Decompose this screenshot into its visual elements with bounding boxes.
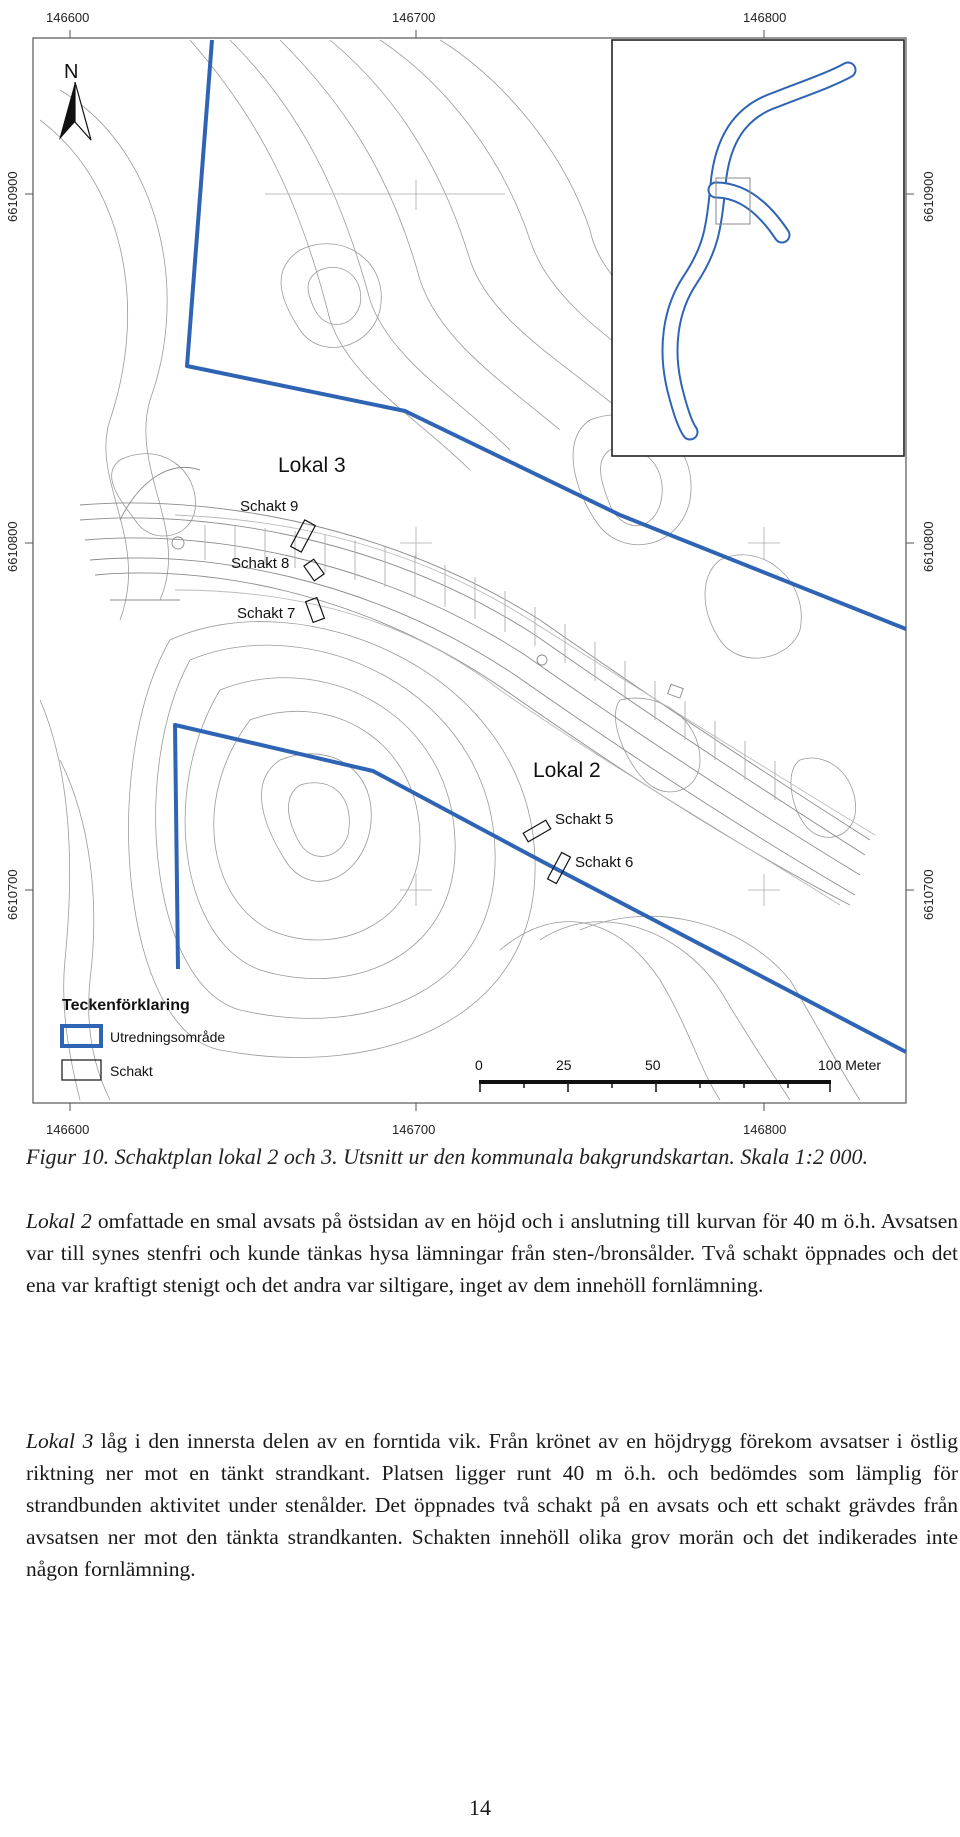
- paragraph-text: omfattade en smal avsats på östsidan av en höjd och i anslutning till kurvan för 40 m ö.h. Avsatsen var till synes stenfri och kunde tänkas hysa lämningar från sten-/bronsålder. Två schakt öppnades och det ena var kraftigt stenigt och det andra var siltigare, inget av dem innehöll fornlämning.: [26, 1209, 958, 1297]
- svg-text:6610900: 6610900: [921, 171, 936, 222]
- svg-text:6610700: 6610700: [921, 869, 936, 920]
- svg-text:6610800: 6610800: [5, 521, 20, 572]
- legend-item-schakt: Schakt: [110, 1063, 153, 1079]
- label-schakt-5: Schakt 5: [555, 811, 614, 828]
- legend-title: Teckenförklaring: [62, 997, 190, 1014]
- svg-text:146600: 146600: [46, 10, 90, 25]
- svg-text:146800: 146800: [743, 10, 787, 25]
- label-schakt-9: Schakt 9: [240, 498, 299, 515]
- svg-text:100 Meter: 100 Meter: [818, 1057, 882, 1073]
- svg-text:6610800: 6610800: [921, 521, 936, 572]
- paragraph-text: låg i den innersta delen av en forntida vik. Från krönet av en höjdrygg förekom avsatser i östlig riktning ner mot en tänkt strandkant. Platsen ligger runt 40 m ö.h. och bedömdes som lämplig för strandbunden aktivitet under stenålder. Det öppnades två schakt på en avsats och ett schakt grävdes från avsatsen ner mot den tänkta strandkanten. Schakten innehöll olika grov morän och det indikerades inte någon fornlämning.: [26, 1429, 958, 1581]
- page-number: 14: [469, 1795, 491, 1820]
- label-lokal-3: Lokal 3: [278, 454, 346, 477]
- svg-text:146700: 146700: [392, 10, 436, 25]
- svg-text:146800: 146800: [743, 1122, 787, 1137]
- label-schakt-8: Schakt 8: [231, 555, 290, 572]
- svg-text:25: 25: [556, 1057, 572, 1073]
- label-schakt-7: Schakt 7: [237, 605, 296, 622]
- paragraph-lead: Lokal 3: [26, 1429, 94, 1453]
- inset-overview: [612, 40, 904, 456]
- label-lokal-2: Lokal 2: [533, 759, 601, 782]
- paragraph-lokal-3: [26, 1425, 958, 1585]
- svg-text:6610700: 6610700: [5, 869, 20, 920]
- svg-text:0: 0: [475, 1057, 483, 1073]
- svg-text:146700: 146700: [392, 1122, 436, 1137]
- svg-text:146600: 146600: [46, 1122, 90, 1137]
- svg-text:50: 50: [645, 1057, 661, 1073]
- label-schakt-6: Schakt 6: [575, 854, 634, 871]
- svg-text:6610900: 6610900: [5, 171, 20, 222]
- svg-text:N: N: [64, 61, 79, 83]
- paragraph-lokal-2: [26, 1205, 958, 1301]
- legend-item-boundary: Utredningsområde: [110, 1029, 226, 1045]
- figure-caption: Figur 10. Schaktplan lokal 2 och 3. Utsnitt ur den kommunala bakgrundskartan. Skala 1:2 000.: [26, 1144, 869, 1169]
- paragraph-lead: Lokal 2: [26, 1209, 92, 1233]
